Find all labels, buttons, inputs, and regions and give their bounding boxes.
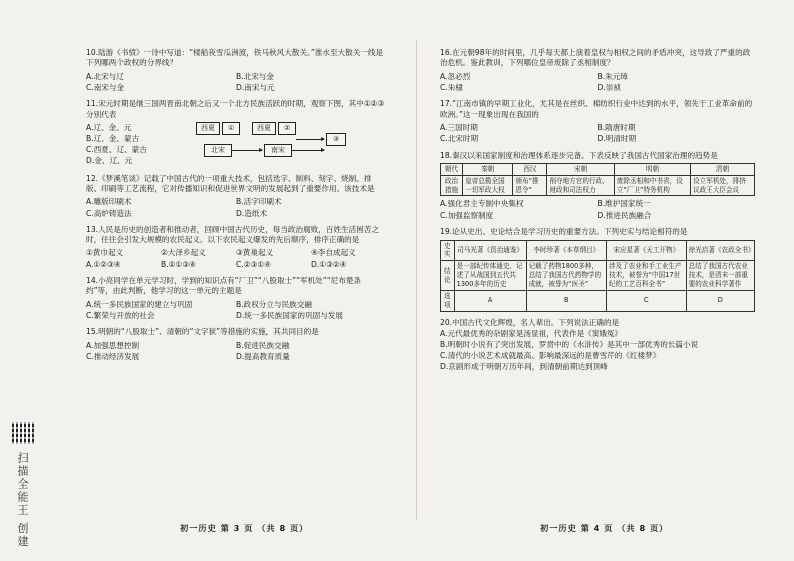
row-label: 选项 xyxy=(441,290,455,311)
option-d[interactable]: D.推进民族融合 xyxy=(597,210,652,220)
option-b[interactable]: B.北宋与金 xyxy=(236,71,274,81)
option-d[interactable]: D.南宋与元 xyxy=(236,82,275,92)
question-13 xyxy=(86,225,386,270)
table-cell: 宋应星著《天工开物》 xyxy=(606,240,686,261)
question-14 xyxy=(86,276,386,321)
table-cell: 司马光著《资治通鉴》 xyxy=(454,240,526,261)
option-d[interactable]: D.统一多民族国家的巩固与发展 xyxy=(236,310,343,320)
page-footer-right: 初一历史 第 4 页 （共 8 页） xyxy=(540,523,669,533)
table-row xyxy=(441,290,755,311)
table-cell: 李时珍著《本草纲目》 xyxy=(526,240,606,261)
options xyxy=(440,122,755,145)
option-a[interactable]: A.雕版印刷术 xyxy=(86,197,132,207)
question-19 xyxy=(440,227,755,311)
table-row xyxy=(441,261,755,291)
option-d[interactable]: D.京剧形成于明朝万历年间，到清朝前期达到顶峰 xyxy=(440,362,608,371)
right-column xyxy=(440,48,755,378)
option-b[interactable]: B.②①③④ xyxy=(161,259,196,269)
options xyxy=(86,71,386,94)
diagram-box: 西夏 xyxy=(196,122,220,135)
option-a[interactable]: A xyxy=(454,290,526,311)
event-item: ②大泽乡起义 xyxy=(161,247,206,257)
question-16 xyxy=(440,48,755,93)
option-d[interactable]: D.崇祯 xyxy=(597,82,621,92)
question-15 xyxy=(86,327,386,362)
option-c[interactable]: C.西夏、辽、蒙古 xyxy=(86,144,147,154)
diagram-box: ② xyxy=(278,122,296,135)
option-a[interactable]: A.三国时期 xyxy=(440,122,478,132)
option-d[interactable]: D.明清时期 xyxy=(597,134,637,144)
event-item: ③黄巢起义 xyxy=(236,247,274,257)
question-text: 16.在元朝98年的时间里，几乎每天都上演着皇权与相权之间的矛盾冲突，这导致了严重的政治危机。鉴此教训，下列哪位皇帝废除了丞相制度？ xyxy=(440,48,751,68)
dynasty-diagram xyxy=(196,122,386,166)
question-18 xyxy=(440,151,755,222)
option-c[interactable]: C.繁荣与开放的社会 xyxy=(86,310,155,320)
question-text: 17.“江南市镇的早期工业化，尤其是在丝织、棉纺织行业中达到的水平，领先于工业革命前的欧洲。”这一现象出现在我国的 xyxy=(440,99,753,119)
row-label: 史实 xyxy=(441,240,455,261)
diagram-box: ① xyxy=(222,122,240,135)
options xyxy=(440,328,755,372)
table-cell: 徐光启著《农政全书》 xyxy=(686,240,754,261)
row-label: 结论 xyxy=(441,261,455,291)
question-text: 19.论从史出、史论结合是学习历史的重要方法。下列史实与结论相符的是 xyxy=(440,227,688,237)
question-text: 13.人民是历史的创造者和推动者，回顾中国古代历史，每当政治腐败，百姓生活困苦之时，往往会引发大规模的农民起义。以下农民起义爆发的先后顺序，排序正确的是 xyxy=(86,225,380,245)
question-text: 20.中国古代文化辉煌，名人辈出。下列说法正确的是 xyxy=(440,317,620,327)
row-label: 政治措施 xyxy=(441,175,463,196)
question-text: 11.宋元时期是继三国两晋南北朝之后又一个北方民族活跃的时期，观察下图，其中①②③分别代表 xyxy=(86,99,385,119)
option-b[interactable]: B.朱元璋 xyxy=(597,71,628,81)
table-cell: 是一部纪传体通史，记述了从战国到五代共1300多年的历史 xyxy=(454,261,526,291)
event-items xyxy=(86,248,386,258)
options xyxy=(86,260,386,270)
option-d[interactable]: D xyxy=(686,290,754,311)
option-d[interactable]: D.造纸术 xyxy=(236,208,268,218)
page-footer-left: 初一历史 第 3 页 （共 8 页） xyxy=(180,523,309,533)
option-d[interactable]: D.金、辽、元 xyxy=(86,155,133,165)
history-table xyxy=(440,240,755,312)
options xyxy=(86,299,386,322)
option-b[interactable]: B.隋唐时期 xyxy=(597,122,636,132)
option-b[interactable]: B.活字印刷术 xyxy=(236,197,282,207)
option-c[interactable]: C.②③①④ xyxy=(236,259,271,269)
option-c[interactable]: C.加强监察制度 xyxy=(440,210,494,220)
table-cell: 总结了我国古代农业技术，是清末一部重要的农业科学著作 xyxy=(686,261,754,291)
question-text: 15.明朝的“八股取士”、清朝的“文字狱”等措施的实施，其共同目的是 xyxy=(86,327,319,337)
table-cell: 皇帝总揽全国一切军政大权 xyxy=(463,175,513,196)
event-item: ①黄巾起义 xyxy=(86,247,124,257)
page-divider xyxy=(416,40,417,520)
option-d[interactable]: D.①③②④ xyxy=(311,259,347,269)
option-a[interactable]: A.忽必烈 xyxy=(440,71,471,81)
option-c[interactable]: C.朱棣 xyxy=(440,82,463,92)
question-17 xyxy=(440,99,755,144)
left-column xyxy=(86,48,386,368)
option-b[interactable]: B.促进民族交融 xyxy=(236,340,290,350)
question-10 xyxy=(86,48,386,93)
option-c[interactable]: C.南宋与金 xyxy=(86,82,125,92)
question-text: 10.陆游《书愤》一诗中写道：“楼船夜雪瓜洲渡，铁马秋风大散关。”淮水至大散关一线是下列哪两个政权的分界线？ xyxy=(86,48,384,68)
arrow-icon xyxy=(292,150,324,151)
question-text: 18.秦汉以来国家制度和治理体系逐步完备。下表反映了我国古代国家治理的趋势是 xyxy=(440,150,718,160)
qr-code-icon xyxy=(12,422,34,444)
option-d[interactable]: D.提高教育质量 xyxy=(236,351,290,361)
table-cell: 颁布“推恩令” xyxy=(513,175,547,196)
question-20 xyxy=(440,318,755,372)
diagram-box: ③ xyxy=(326,133,346,146)
option-b[interactable]: B.辽、金、蒙古 xyxy=(86,133,140,143)
option-c[interactable]: C xyxy=(606,290,686,311)
question-text: 12.《梦溪笔谈》记载了中国古代的一项重大技术，包括选字、制料、刻字、烧制、排版、印刷等工艺流程，它对传播知识和促进世界文明的发展起到了重要作用。该技术是 xyxy=(86,173,375,194)
question-11 xyxy=(86,99,386,168)
table-cell: 涉及了农业和手工业生产技术，被誉为“中国17世纪的工艺百科全书” xyxy=(606,261,686,291)
option-c[interactable]: C.推动经济发展 xyxy=(86,351,140,361)
option-c[interactable]: C.北宋时期 xyxy=(440,134,479,144)
table-cell: 记载了药物1800多种，总结了我国古代药物学的成就，被誉为“医圣” xyxy=(526,261,606,291)
options xyxy=(440,198,755,221)
table-header: 西汉 xyxy=(513,163,547,175)
option-a[interactable]: A.强化君主专制中央集权 xyxy=(440,199,524,209)
table-header: 朝代 xyxy=(441,163,463,175)
options xyxy=(86,340,386,363)
option-c[interactable]: C.高炉铸造法 xyxy=(86,208,132,218)
option-a[interactable]: A.统一多民族国家的建立与巩固 xyxy=(86,299,193,309)
option-c[interactable]: C.清代的小说艺术成就最高、影响最深远的是曹雪芹的《红楼梦》 xyxy=(440,351,661,360)
option-b[interactable]: B.政权分立与民族交融 xyxy=(236,299,312,309)
question-text: 14.小亮同学在单元学习时，学到的知识点有“厂卫”“八股取士”“军机处”“尼布楚条约”等，由此判断，他学习的这一单元的主题是 xyxy=(86,276,362,296)
options xyxy=(440,71,755,94)
option-a[interactable]: A.①②③④ xyxy=(86,259,121,269)
option-b[interactable]: B.维护国家统一 xyxy=(597,199,651,209)
table-cell: 削夺地方官的行政、财政和司法权力 xyxy=(547,175,614,196)
arrow-icon xyxy=(232,150,262,151)
option-b[interactable]: B xyxy=(526,290,606,311)
option-b[interactable]: B.明朝时小说有了突出发展，罗贯中的《水浒传》是其中一部优秀的长篇小说 xyxy=(440,340,699,349)
options xyxy=(86,122,196,168)
question-12 xyxy=(86,174,386,219)
event-item: ④李自成起义 xyxy=(311,247,356,257)
table-header-row xyxy=(441,163,755,175)
options xyxy=(86,196,386,219)
diagram-box: 北宋 xyxy=(204,144,232,157)
table-header: 宋朝 xyxy=(547,163,614,175)
table-header: 清朝 xyxy=(691,163,755,175)
scanner-watermark: 扫描全能王 创建 xyxy=(16,452,29,549)
table-cell: 设立军机处，排挤议政王大臣会议 xyxy=(691,175,755,196)
option-a[interactable]: A.元代最优秀的杂剧家是汤显祖，代表作是《窦娥冤》 xyxy=(440,329,623,338)
arrow-icon xyxy=(296,139,324,140)
table-row xyxy=(441,175,755,196)
diagram-box: 南宋 xyxy=(264,144,292,157)
dynasty-table xyxy=(440,163,755,197)
table-header: 秦朝 xyxy=(463,163,513,175)
table-row xyxy=(441,240,755,261)
option-a[interactable]: A.加强思想控制 xyxy=(86,340,140,350)
diagram-box: 西夏 xyxy=(252,122,276,135)
table-header: 明朝 xyxy=(614,163,690,175)
table-cell: 废除丞相和中书省，设立“厂卫”特务机构 xyxy=(614,175,690,196)
option-a[interactable]: A.北宋与辽 xyxy=(86,71,124,81)
option-a[interactable]: A.辽、金、元 xyxy=(86,122,132,132)
